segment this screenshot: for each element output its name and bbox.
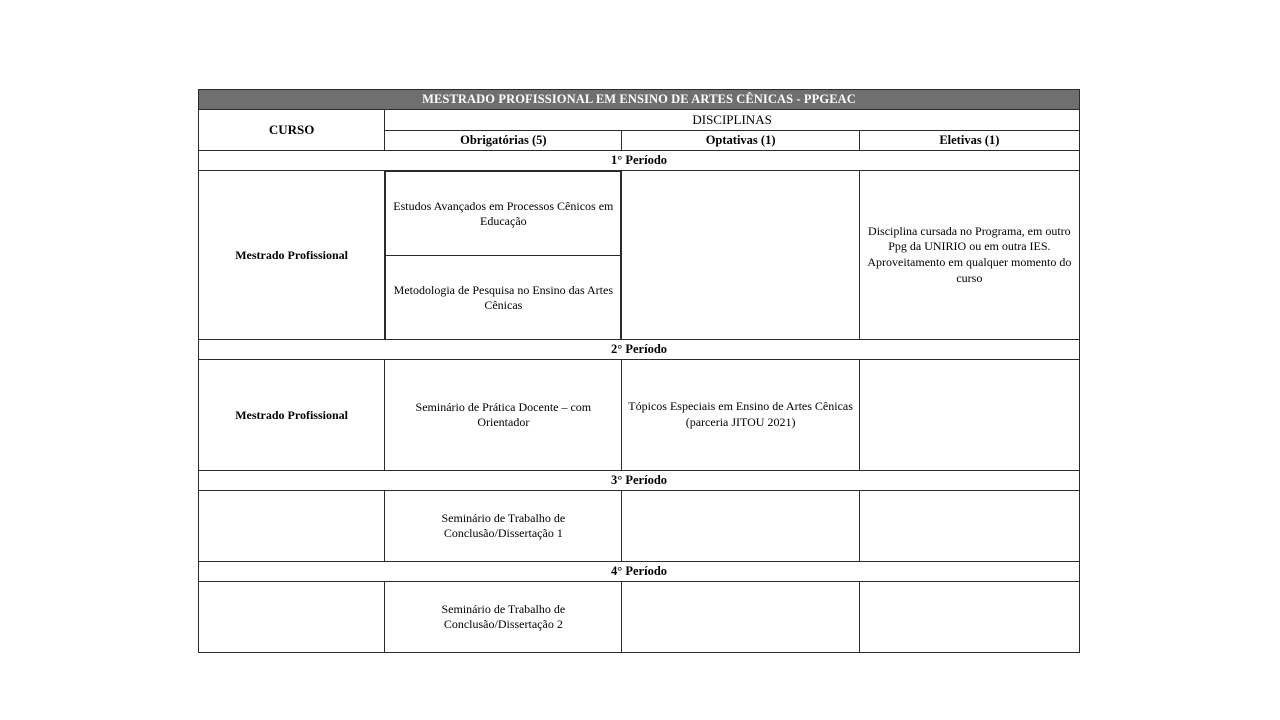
optativas-cell-3 bbox=[622, 491, 859, 562]
period-header-row bbox=[199, 471, 1080, 491]
optativas-cell-4 bbox=[622, 582, 859, 653]
table-row bbox=[199, 491, 1080, 562]
course-cell-4 bbox=[199, 582, 385, 653]
period-header-row bbox=[199, 340, 1080, 360]
curriculum-table bbox=[198, 89, 1080, 653]
header-optativas: Optativas (1) bbox=[622, 131, 859, 151]
obrigatorias-cell-3: Seminário de Trabalho de Conclusão/Dissertação 1 bbox=[385, 491, 622, 562]
list-item: Estudos Avançados em Processos Cênicos em Educação bbox=[386, 172, 621, 256]
obrigatorias-cell-2: Seminário de Prática Docente – com Orientador bbox=[385, 360, 622, 471]
period-label-4: 4° Período bbox=[199, 562, 1080, 582]
header-row-top bbox=[199, 110, 1080, 131]
eletivas-cell-3 bbox=[859, 491, 1079, 562]
period-label-2: 2° Período bbox=[199, 340, 1080, 360]
optativas-cell-1 bbox=[622, 171, 859, 340]
obrigatorias-cell-1 bbox=[385, 171, 622, 340]
curriculum-table-container bbox=[198, 89, 1080, 653]
course-cell-2: Mestrado Profissional bbox=[199, 360, 385, 471]
table-row bbox=[199, 582, 1080, 653]
period-label-3: 3° Período bbox=[199, 471, 1080, 491]
header-curso: CURSO bbox=[199, 110, 385, 151]
table-row bbox=[199, 171, 1080, 340]
optativas-cell-2: Tópicos Especiais em Ensino de Artes Cênicas (parceria JITOU 2021) bbox=[622, 360, 859, 471]
course-cell-1: Mestrado Profissional bbox=[199, 171, 385, 340]
obrigatorias-list-1 bbox=[385, 171, 621, 339]
period-header-row bbox=[199, 562, 1080, 582]
table-title-row bbox=[199, 90, 1080, 110]
list-item: Metodologia de Pesquisa no Ensino das Artes Cênicas bbox=[386, 256, 621, 340]
table-row bbox=[199, 360, 1080, 471]
eletivas-cell-4 bbox=[859, 582, 1079, 653]
header-eletivas: Eletivas (1) bbox=[859, 131, 1079, 151]
program-title: MESTRADO PROFISSIONAL EM ENSINO DE ARTES CÊNICAS - PPGEAC bbox=[199, 90, 1080, 110]
eletivas-cell-1: Disciplina cursada no Programa, em outro Ppg da UNIRIO ou em outra IES. Aproveitamento em qualquer momento do curso bbox=[859, 171, 1079, 340]
period-label-1: 1° Período bbox=[199, 151, 1080, 171]
course-cell-3 bbox=[199, 491, 385, 562]
header-disciplinas: DISCIPLINAS bbox=[385, 110, 1080, 131]
eletivas-cell-2 bbox=[859, 360, 1079, 471]
obrigatorias-cell-4: Seminário de Trabalho de Conclusão/Dissertação 2 bbox=[385, 582, 622, 653]
period-header-row bbox=[199, 151, 1080, 171]
header-obrigatorias: Obrigatórias (5) bbox=[385, 131, 622, 151]
